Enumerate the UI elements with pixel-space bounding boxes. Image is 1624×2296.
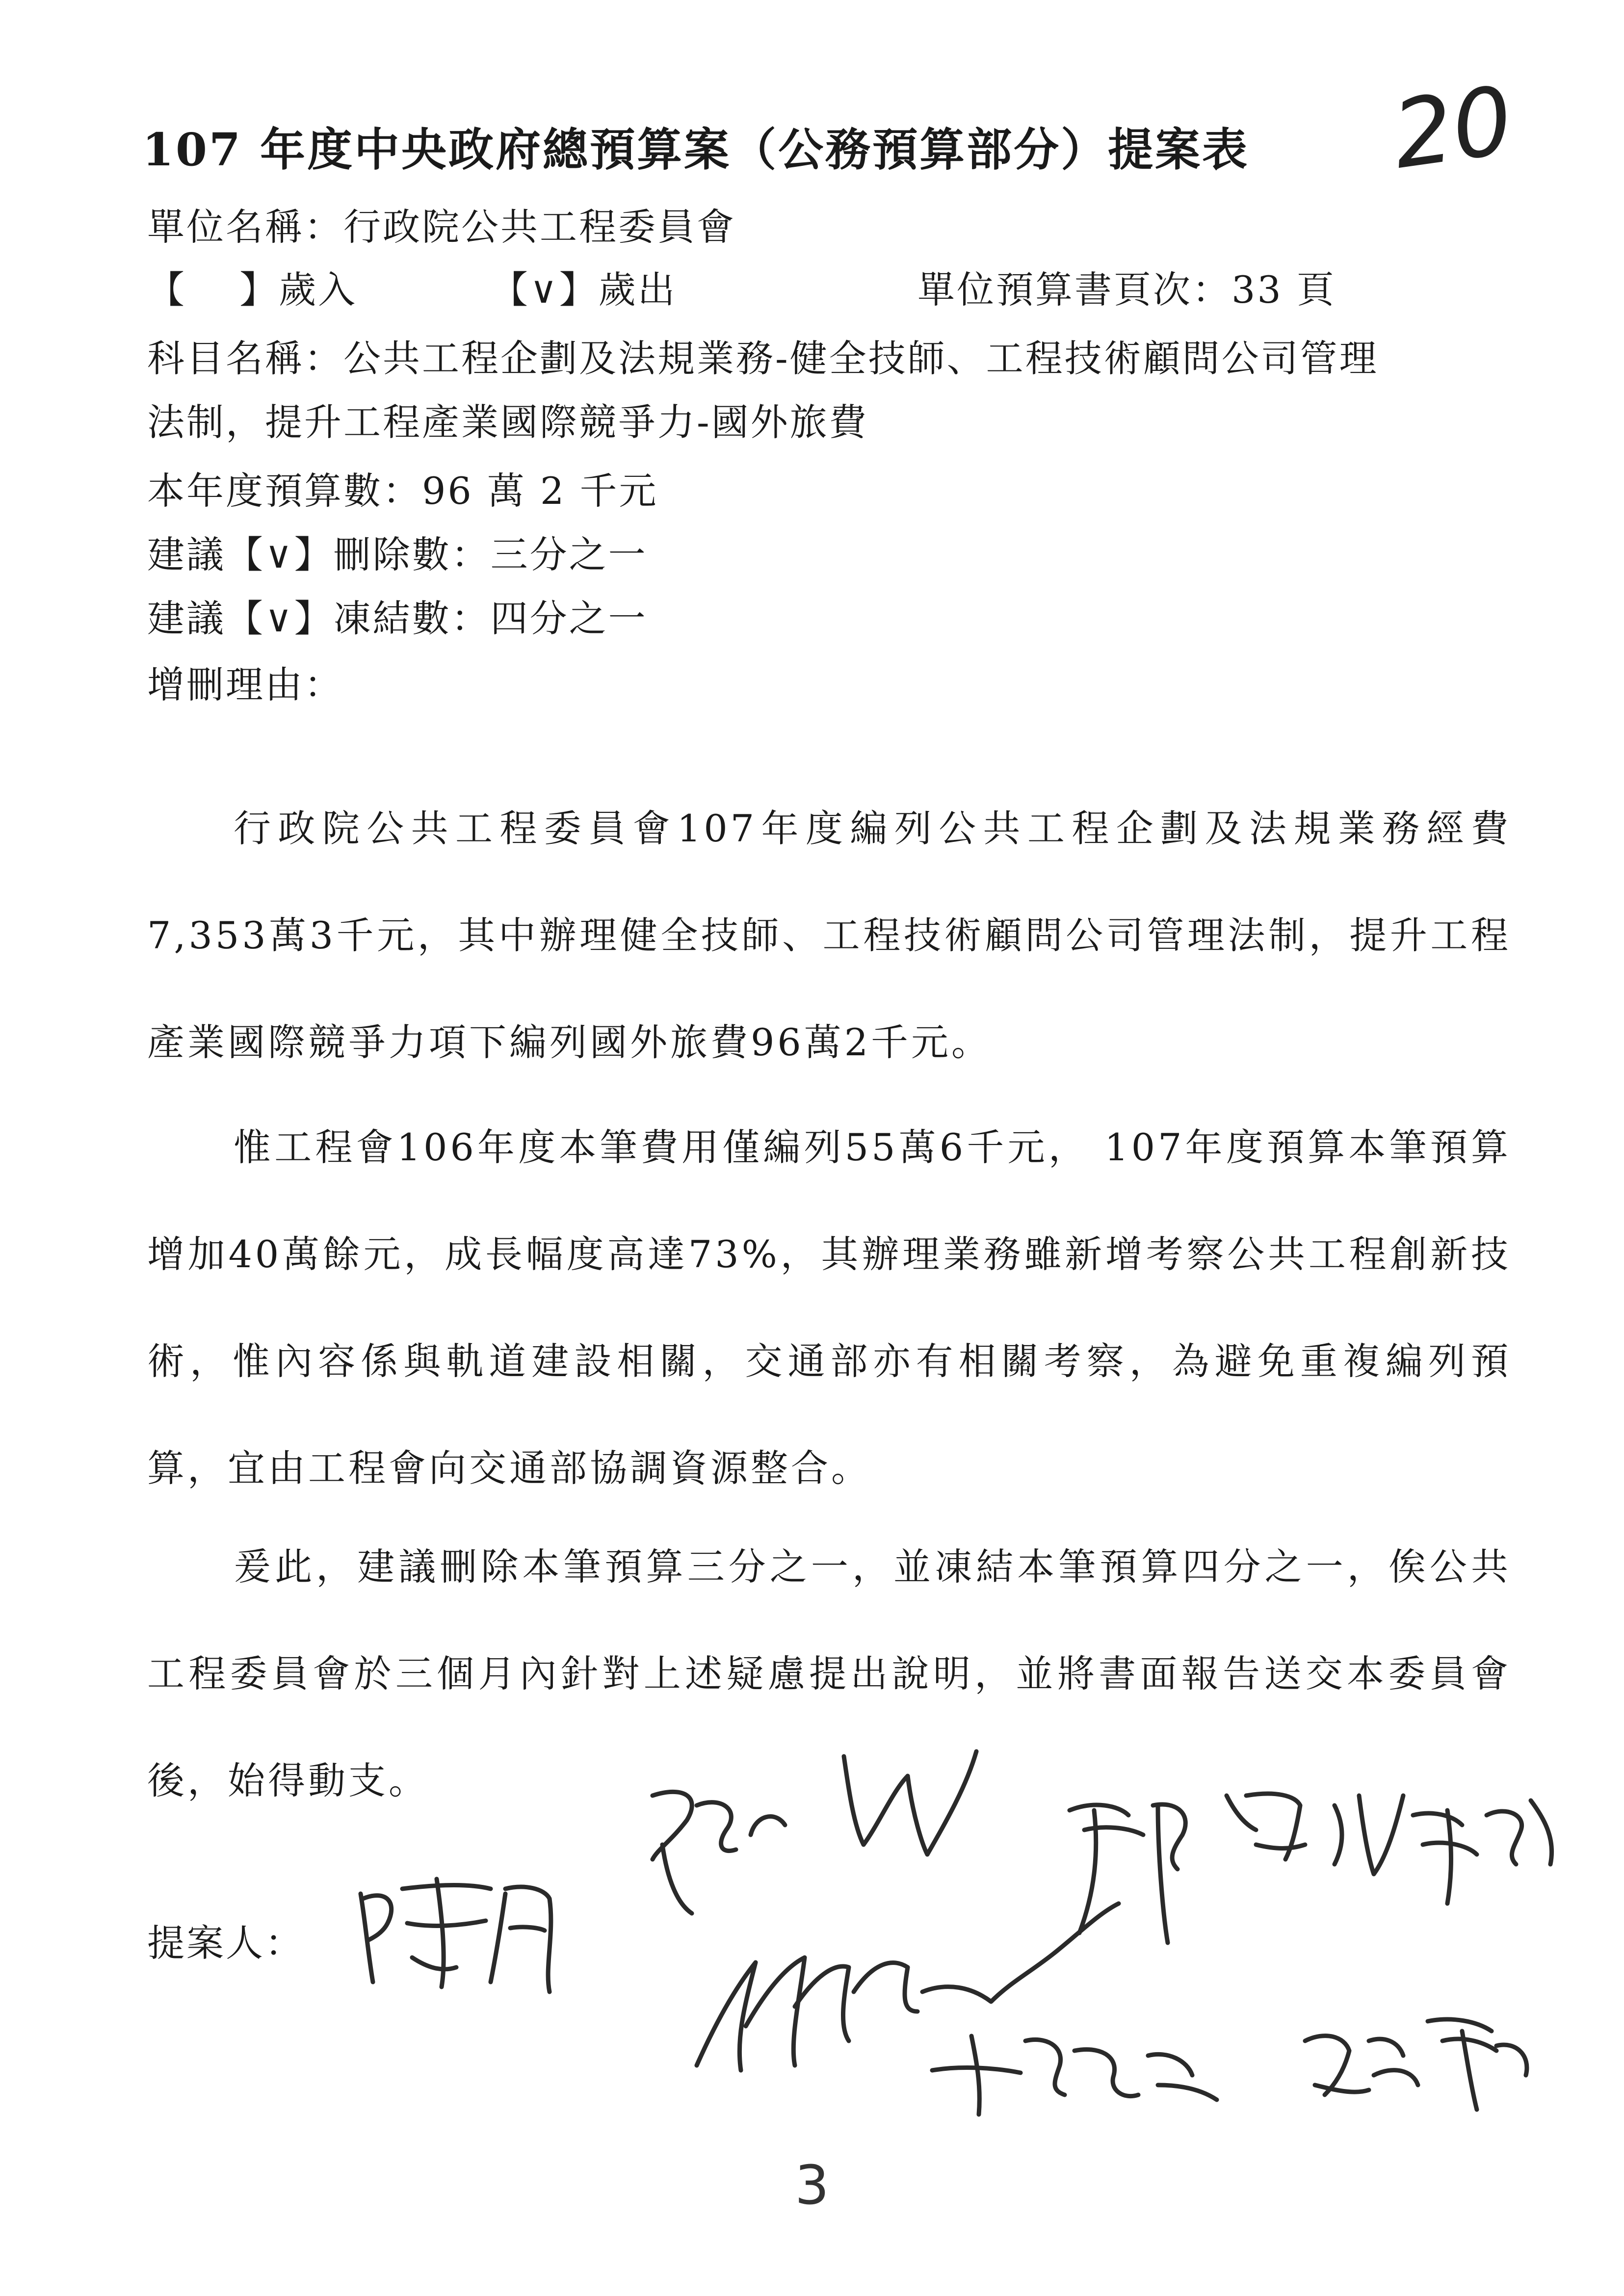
proposer-label: 提案人： — [147, 1921, 304, 1965]
handwritten-page-mark: 20 — [1386, 66, 1519, 190]
unit-name: 單位名稱：行政院公共工程委員會 — [147, 205, 736, 249]
reason-paragraph-2: 惟工程會106年度本筆費用僅編列55萬6千元， 107年度預算本筆預算增加40萬餘元，成長幅度高達73%，其辦理業務雖新增考察公共工程創新技術，惟內容係與軌道建設相關，交通部亦有相關考察，為避免重複編列預算，宜由工程會向交通部協調資源整合。 — [147, 1125, 1511, 1490]
budget-amount: 本年度預算數：96 萬 2 千元 — [147, 469, 658, 513]
signature-5 — [932, 2036, 1217, 2114]
expenditure-checkbox: 【∨】歲出 — [491, 268, 677, 312]
budget-page-ref: 單位預算書頁次：33 頁 — [917, 268, 1336, 312]
page-number: 3 — [795, 2154, 829, 2217]
reason-paragraph-3: 爰此，建議刪除本筆預算三分之一，並凍結本筆預算四分之一，俟公共工程委員會於三個月內針對上述疑慮提出說明，並將書面報告送交本委員會後，始得動支。 — [147, 1545, 1511, 1802]
document-title: 107 年度中央政府總預算案（公務預算部分）提案表 — [142, 123, 1250, 176]
subject-name-line2: 法制，提升工程產業國際競爭力-國外旅費 — [147, 400, 868, 444]
proposal-delete: 建議【∨】刪除數：三分之一 — [147, 533, 648, 576]
reason-paragraph-1: 行政院公共工程委員會107年度編列公共工程企劃及法規業務經費7,353萬3千元，其中辦理健全技師、工程技術顧問公司管理法制，提升工程產業國際競爭力項下編列國外旅費96萬2千元。 — [147, 807, 1511, 1064]
signature-3 — [1070, 1794, 1552, 1943]
reason-label: 增刪理由： — [147, 663, 343, 706]
subject-name-line1: 科目名稱：公共工程企劃及法規業務-健全技師、工程技術顧問公司管理 — [147, 337, 1379, 380]
revenue-checkbox: 【 】歲入 — [147, 268, 358, 312]
proposal-freeze: 建議【∨】凍結數：四分之一 — [147, 597, 648, 640]
signature-1 — [361, 1879, 551, 1992]
signature-6 — [1305, 2019, 1527, 2110]
signature-2 — [653, 1751, 976, 1913]
